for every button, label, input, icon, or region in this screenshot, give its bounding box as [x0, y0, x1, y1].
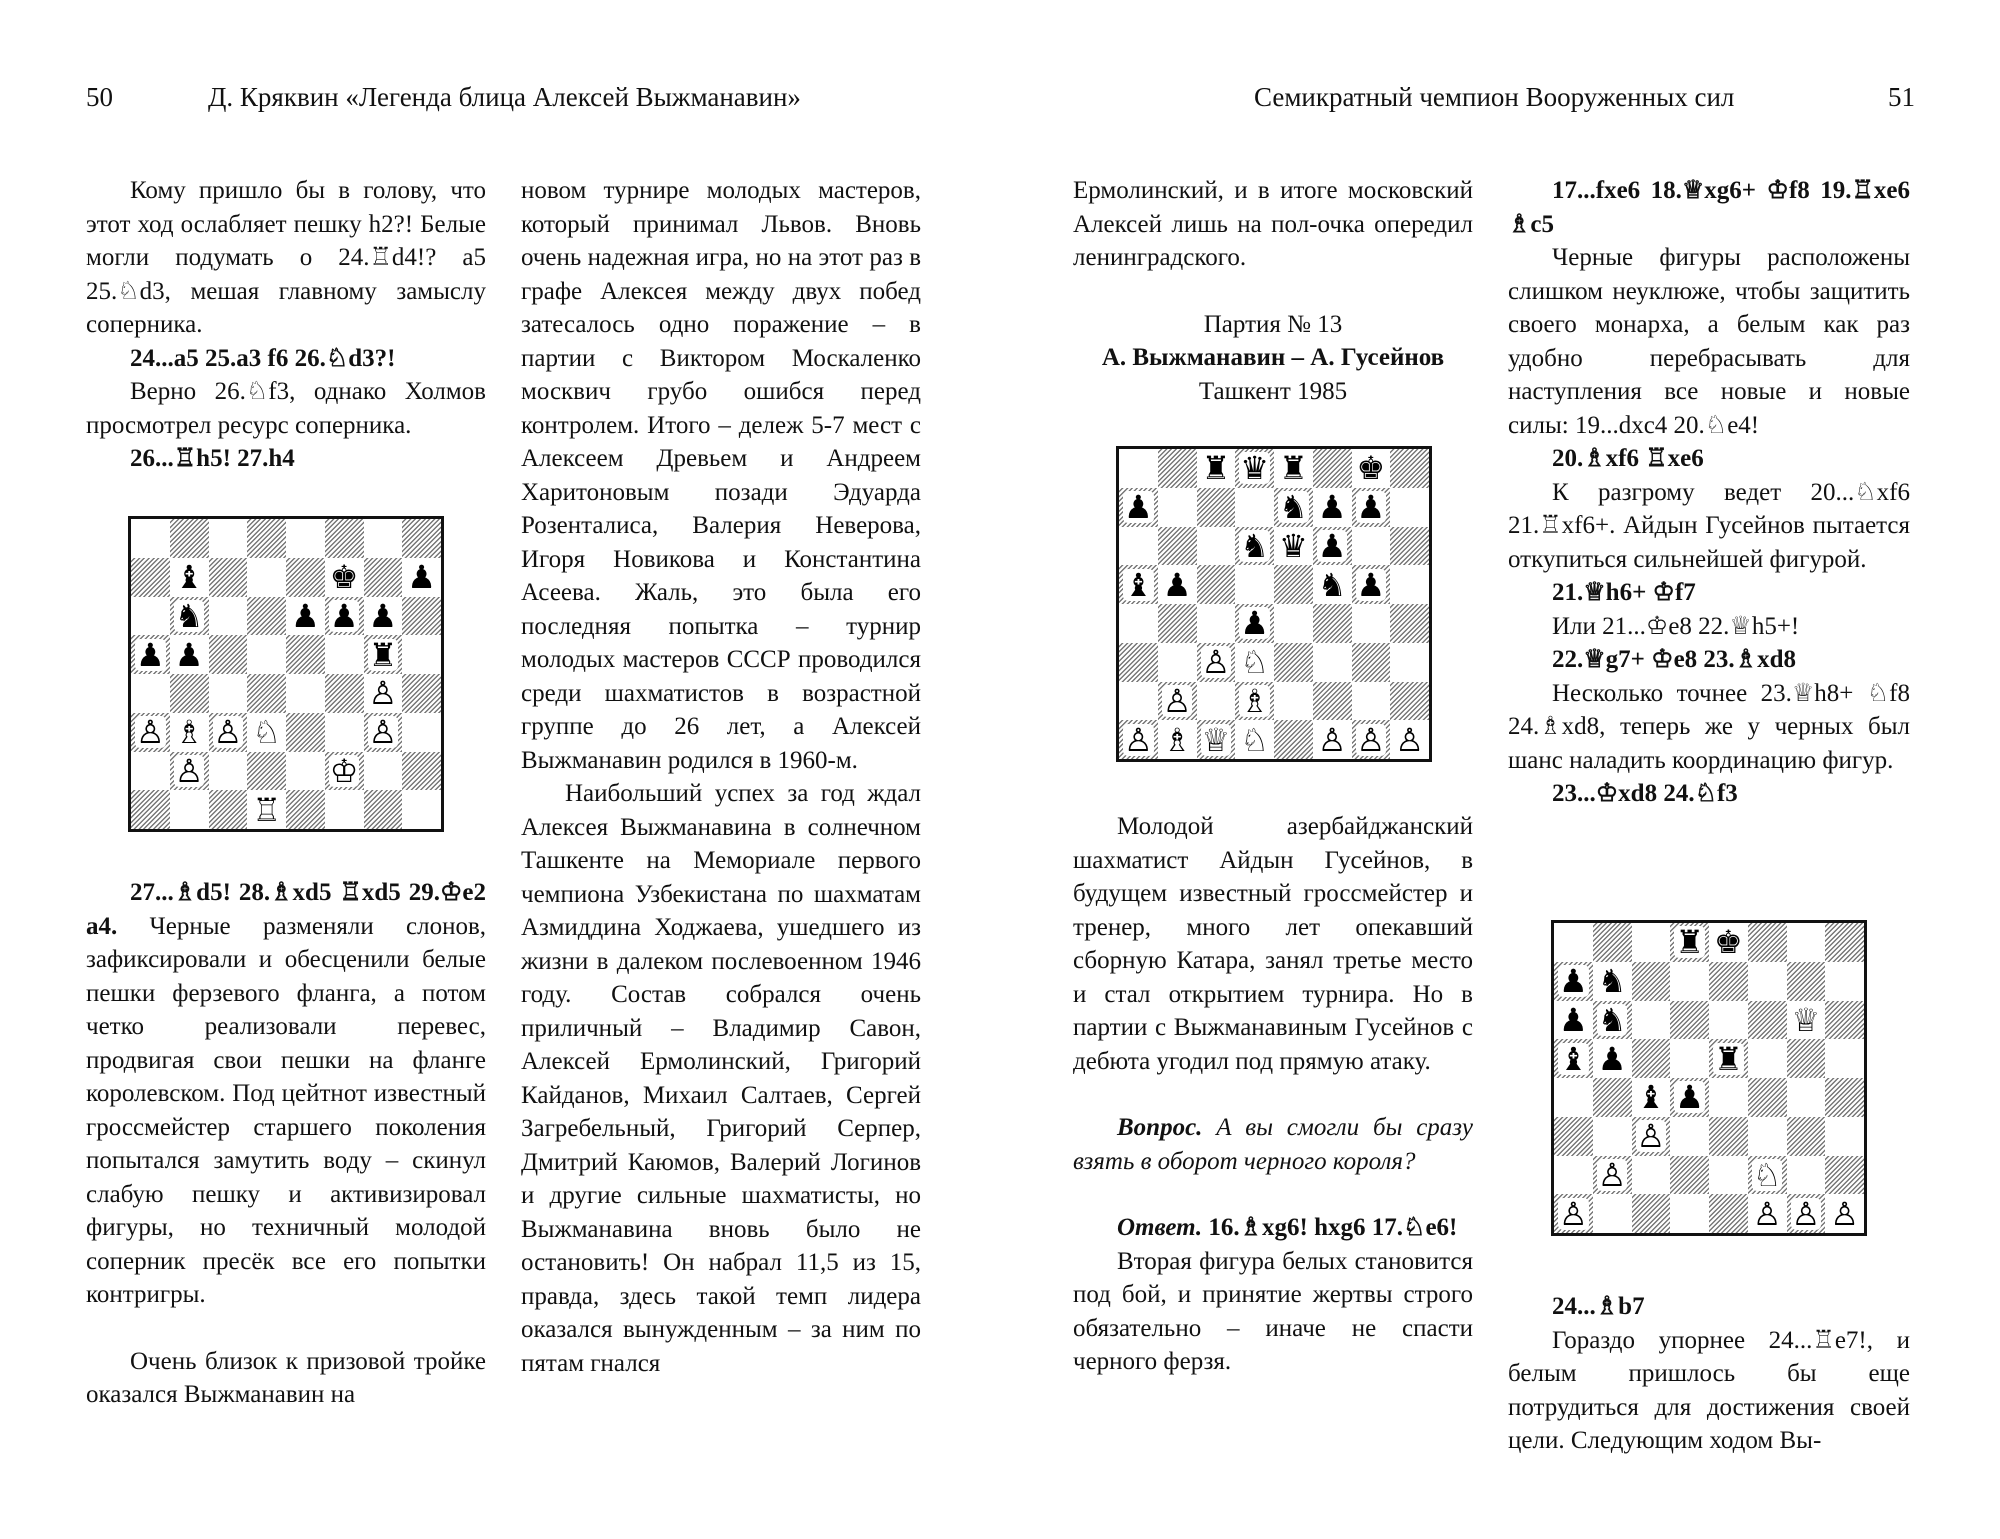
board-square	[1274, 604, 1313, 643]
question: Вопрос. А вы смогли бы сразу взять в оборот черного короля?	[1073, 1114, 1473, 1175]
board-square	[1632, 1156, 1671, 1195]
white-knight-icon: ♘	[1748, 1156, 1787, 1195]
board-square	[1825, 1078, 1864, 1117]
board-square	[1158, 527, 1197, 566]
board-square	[1235, 488, 1274, 527]
white-queen-icon: ♕	[1787, 1001, 1826, 1040]
board-square	[1709, 1001, 1748, 1040]
paragraph: Верно 26.♘f3, однако Холмов просмотрел ресурс соперника.	[86, 378, 486, 439]
white-bishop-icon: ♗	[1235, 682, 1274, 721]
board-square	[402, 597, 441, 636]
column-4	[1508, 174, 1910, 811]
moves: 23...♔xd8 24.♘f3	[1552, 780, 1738, 807]
board-square	[1390, 527, 1429, 566]
black-queen-icon: ♛	[1235, 449, 1274, 488]
board-square	[1787, 923, 1826, 962]
column-4-bottom	[1508, 1290, 1910, 1458]
white-knight-icon: ♘	[1235, 643, 1274, 682]
board-square	[286, 752, 325, 791]
paragraph: Гораздо упорнее 24...♖e7!, и белым пришлось бы еще потрудиться для достижения своей цели. Следующим ходом Вы-	[1508, 1326, 1910, 1454]
board-square	[1825, 923, 1864, 962]
paragraph: Наибольший успех за год ждал Алексея Выжманавина в солнечном Ташкенте на Мемориале первого чемпиона Узбекистана по шахматам Азмиддина Ходжаева, ушедшего из жизни в далеком послевоенном 1946 году. Состав собрался очень приличный – Владимир Савон, Алексей Ермолинский, Григорий Кайданов, Михаил Салтаев, Сергей Загребельный, Григорий Серпер, Дмитрий Каюмов, Валерий Логинов и другие сильные шахматисты, но Выжманавина вновь было не остановить! Он набрал 11,5 из 15, правда, здесь такой темп лидера оказался вынужденным – за ним по пятам гнался	[521, 780, 921, 1377]
white-king-icon: ♔	[325, 752, 364, 791]
board-square	[286, 674, 325, 713]
white-pawn-icon: ♙	[364, 674, 403, 713]
paragraph: Ермолинский, и в итоге московский Алексей лишь на пол-очка опередил ленинградского.	[1073, 177, 1473, 271]
board-square	[286, 635, 325, 674]
white-pawn-icon: ♙	[1825, 1194, 1864, 1233]
board-square	[131, 752, 170, 791]
board-square	[209, 558, 248, 597]
board-square	[1554, 1117, 1593, 1156]
black-king-icon: ♚	[325, 558, 364, 597]
board-square	[1787, 1117, 1826, 1156]
black-bishop-icon: ♝	[170, 558, 209, 597]
white-pawn-icon: ♙	[1197, 643, 1236, 682]
board-square	[1748, 923, 1787, 962]
board-square	[402, 713, 441, 752]
white-pawn-icon: ♙	[1554, 1194, 1593, 1233]
moves: 27...♗d5! 28.♗xd5 ♖xd5 29.♔e2 a4.	[86, 879, 486, 940]
board-square	[247, 635, 286, 674]
board-square	[1313, 643, 1352, 682]
black-pawn-icon: ♟	[1352, 488, 1391, 527]
black-bishop-icon: ♝	[1554, 1039, 1593, 1078]
moves: 24...♗b7	[1552, 1293, 1645, 1320]
game-place: Ташкент 1985	[1198, 377, 1348, 405]
board-square	[209, 635, 248, 674]
board-square	[1197, 682, 1236, 721]
board-square	[1197, 604, 1236, 643]
board-square	[1197, 527, 1236, 566]
board-square	[131, 519, 170, 558]
black-bishop-icon: ♝	[1632, 1078, 1671, 1117]
board-square	[1825, 1001, 1864, 1040]
board-square	[286, 558, 325, 597]
paragraph: Несколько точнее 23.♕h8+ ♘f8 24.♗xd8, теперь же у черных был шанс наладить координацию фигур.	[1508, 679, 1910, 774]
white-pawn-icon: ♙	[170, 752, 209, 791]
board-square	[402, 519, 441, 558]
board-square	[209, 790, 248, 829]
black-rook-icon: ♜	[1670, 923, 1709, 962]
board-square	[1313, 449, 1352, 488]
black-pawn-icon: ♟	[1554, 1001, 1593, 1040]
board-square	[1709, 1078, 1748, 1117]
board-square	[1119, 643, 1158, 682]
white-pawn-icon: ♙	[1313, 720, 1352, 759]
black-knight-icon: ♞	[1593, 1001, 1632, 1040]
white-pawn-icon: ♙	[1390, 720, 1429, 759]
black-knight-icon: ♞	[1593, 962, 1632, 1001]
moves: 21.♕h6+ ♔f7	[1552, 579, 1696, 606]
board-square	[364, 519, 403, 558]
paragraph: Черные фигуры расположены слишком неуклюже, чтобы защитить своего монарха, а белым как раз удобно перебрасывать для наступления все новые и новые силы: 19...dxc4 20.♘e4!	[1508, 244, 1910, 439]
paragraph: Или 21...♔e8 22.♕h5+!	[1552, 612, 1800, 640]
board-square	[364, 790, 403, 829]
board-square	[1593, 923, 1632, 962]
board-square	[1197, 565, 1236, 604]
black-king-icon: ♚	[1352, 449, 1391, 488]
board-square	[1390, 449, 1429, 488]
board-square	[1709, 1117, 1748, 1156]
white-pawn-icon: ♙	[1352, 720, 1391, 759]
board-square	[209, 519, 248, 558]
board-square	[1709, 962, 1748, 1001]
board-square	[1670, 1156, 1709, 1195]
paragraph: Очень близок к призовой тройке оказался Выжманавин на	[86, 1347, 486, 1408]
right-running-title: Семикратный чемпион Вооруженных сил	[1254, 82, 1735, 112]
board-square	[1825, 1117, 1864, 1156]
board-square	[170, 790, 209, 829]
board-square	[1235, 565, 1274, 604]
board-square	[1390, 604, 1429, 643]
board-square	[1593, 1117, 1632, 1156]
black-queen-icon: ♛	[1274, 527, 1313, 566]
black-pawn-icon: ♟	[402, 558, 441, 597]
board-square	[1670, 1039, 1709, 1078]
board-square	[1352, 643, 1391, 682]
paragraph: К разгрому ведет 20...♘xf6 21.♖xf6+. Айдын Гусейнов пытается откупиться сильнейшей фигурой.	[1508, 478, 1910, 573]
board-square	[1119, 682, 1158, 721]
board-square	[1787, 1039, 1826, 1078]
board-square	[1313, 604, 1352, 643]
board-square	[1554, 1078, 1593, 1117]
moves: 22.♕g7+ ♔e8 23.♗xd8	[1552, 646, 1796, 673]
white-pawn-icon: ♙	[1119, 720, 1158, 759]
board-square	[1313, 682, 1352, 721]
black-pawn-icon: ♟	[1593, 1039, 1632, 1078]
board-square	[170, 519, 209, 558]
board-square	[1709, 1156, 1748, 1195]
board-square	[286, 713, 325, 752]
paragraph: Кому пришло бы в голову, что этот ход ослабляет пешку h2?! Белые могли подумать о 24.♖d4!? a5 25.♘d3, мешая главному замыслу соперника.	[86, 177, 486, 338]
black-knight-icon: ♞	[1313, 565, 1352, 604]
column-1-bottom	[86, 876, 486, 1412]
answer	[1073, 1211, 1473, 1245]
chess-diagram-1	[128, 516, 444, 832]
board-square	[1670, 1117, 1709, 1156]
board-square	[1274, 643, 1313, 682]
white-pawn-icon: ♙	[209, 713, 248, 752]
board-square	[1119, 604, 1158, 643]
board-square	[247, 597, 286, 636]
board-square	[209, 597, 248, 636]
board-square	[1787, 1156, 1826, 1195]
white-knight-icon: ♘	[1235, 720, 1274, 759]
board-square	[1390, 643, 1429, 682]
board-square	[1554, 1156, 1593, 1195]
board-square	[364, 558, 403, 597]
white-queen-icon: ♕	[1197, 720, 1236, 759]
board-square	[1158, 604, 1197, 643]
black-pawn-icon: ♟	[1352, 565, 1391, 604]
board-square	[1593, 1078, 1632, 1117]
left-page-number: 50	[86, 82, 113, 112]
board-square	[286, 519, 325, 558]
white-pawn-icon: ♙	[1158, 682, 1197, 721]
white-pawn-icon: ♙	[364, 713, 403, 752]
moves: 16.♗xg6! hxg6 17.♘e6!	[1202, 1214, 1458, 1241]
board-square	[1593, 1194, 1632, 1233]
board-square	[247, 519, 286, 558]
board-square	[1825, 1156, 1864, 1195]
board-square	[1274, 565, 1313, 604]
black-pawn-icon: ♟	[1670, 1078, 1709, 1117]
black-bishop-icon: ♝	[1119, 565, 1158, 604]
board-square	[1274, 720, 1313, 759]
black-pawn-icon: ♟	[131, 635, 170, 674]
board-square	[1825, 1039, 1864, 1078]
board-square	[325, 713, 364, 752]
black-king-icon: ♚	[1709, 923, 1748, 962]
board-square	[325, 519, 364, 558]
board-square	[1632, 1001, 1671, 1040]
board-square	[209, 674, 248, 713]
board-square	[247, 558, 286, 597]
chess-diagram-2	[1116, 446, 1432, 762]
board-square	[1787, 962, 1826, 1001]
black-rook-icon: ♜	[364, 635, 403, 674]
board-square	[1670, 1194, 1709, 1233]
board-square	[1787, 1078, 1826, 1117]
game-players: А. Выжманавин – А. Гусейнов	[1101, 344, 1445, 371]
column-3	[1073, 174, 1473, 408]
white-knight-icon: ♘	[247, 713, 286, 752]
black-pawn-icon: ♟	[1554, 962, 1593, 1001]
black-pawn-icon: ♟	[325, 597, 364, 636]
board-square	[131, 790, 170, 829]
board-square	[247, 674, 286, 713]
white-rook-icon: ♖	[247, 790, 286, 829]
board-square	[1748, 1039, 1787, 1078]
black-pawn-icon: ♟	[1158, 565, 1197, 604]
board-square	[1748, 1078, 1787, 1117]
board-square	[1632, 1039, 1671, 1078]
board-square	[1197, 488, 1236, 527]
board-square	[1352, 604, 1391, 643]
chess-diagram-3	[1551, 920, 1867, 1236]
board-square	[1632, 1194, 1671, 1233]
board-square	[1748, 962, 1787, 1001]
board-square	[1352, 527, 1391, 566]
board-square	[1158, 643, 1197, 682]
black-rook-icon: ♜	[1709, 1039, 1748, 1078]
column-2	[521, 174, 921, 1380]
board-square	[402, 674, 441, 713]
board-square	[1709, 1194, 1748, 1233]
board-square	[1352, 682, 1391, 721]
board-square	[402, 790, 441, 829]
paragraph: новом турнире молодых мастеров, который принимал Львов. Вновь очень надежная игра, но на этот раз в графе Алексея между двух побед затесалось одно поражение – в партии с Виктором Москаленко москвич грубо ошибся перед контролем. Итого – дележ 5-7 мест с Алексеем Древьем и Андреем Харитоновым позади Эдуарда Розенталиса, Валерия Неверова, Игоря Новикова и Константина Асеева. Жаль, это была его последняя попытка – турнир молодых мастеров СССР проводился среди шахматистов в возрастной группе до 26 лет, а Алексей Выжманавин родился в 1960-м.	[521, 177, 921, 774]
board-square	[1158, 488, 1197, 527]
board-square	[402, 635, 441, 674]
board-square	[325, 674, 364, 713]
board-square	[1390, 488, 1429, 527]
board-square	[131, 674, 170, 713]
board-square	[1670, 962, 1709, 1001]
board-square	[1119, 449, 1158, 488]
black-pawn-icon: ♟	[1119, 488, 1158, 527]
board-square	[1748, 1117, 1787, 1156]
white-pawn-icon: ♙	[1748, 1194, 1787, 1233]
column-3-bottom	[1073, 810, 1473, 1379]
board-square	[1632, 962, 1671, 1001]
right-page-number: 51	[1888, 82, 1915, 112]
board-square	[1390, 565, 1429, 604]
board-square	[364, 752, 403, 791]
board-square	[1119, 527, 1158, 566]
board-square	[209, 752, 248, 791]
moves: 24...a5 25.a3 f6 26.♘d3?!	[130, 344, 396, 372]
moves: 20.♗xf6 ♖xe6	[1552, 445, 1704, 472]
black-pawn-icon: ♟	[1313, 527, 1352, 566]
black-rook-icon: ♜	[1274, 449, 1313, 488]
paragraph: Молодой азербайджанский шахматист Айдын Гусейнов, в будущем известный гроссмейстер и тренер, много лет опекавший сборную Катара, занял третье место и стал открытием турнира. Но в партии с Выжманавиным Гусейнов с дебюта угодил под прямую атаку.	[1073, 813, 1473, 1075]
white-bishop-icon: ♗	[1158, 720, 1197, 759]
paragraph: 27...♗d5! 28.♗xd5 ♖xd5 29.♔e2 a4. Черные разменяли слонов, зафиксировали и обесценили белые пешки ферзевого фланга, а потом четко реализовали перевес, продвигая свои пешки на фланге королевском. Под цейтнот известный гроссмейстер старшего поколения попытался замутить воду – скинул слабую пешку и активизировал фигуры, но техничный молодой соперник пресёк все его попытки контригры.	[86, 879, 486, 1308]
question-label: Вопрос.	[1117, 1114, 1203, 1141]
board-square	[286, 790, 325, 829]
white-pawn-icon: ♙	[131, 713, 170, 752]
white-bishop-icon: ♗	[170, 713, 209, 752]
black-knight-icon: ♞	[170, 597, 209, 636]
board-square	[131, 558, 170, 597]
answer-label: Ответ.	[1117, 1214, 1203, 1241]
black-pawn-icon: ♟	[170, 635, 209, 674]
black-pawn-icon: ♟	[1235, 604, 1274, 643]
board-square	[325, 790, 364, 829]
black-pawn-icon: ♟	[286, 597, 325, 636]
board-square	[1632, 923, 1671, 962]
black-pawn-icon: ♟	[1313, 488, 1352, 527]
white-pawn-icon: ♙	[1787, 1194, 1826, 1233]
left-running-title: Д. Кряквин «Легенда блица Алексей Выжманавин»	[208, 82, 801, 112]
board-square	[1670, 1001, 1709, 1040]
board-square	[1825, 962, 1864, 1001]
moves: 17...fxe6 18.♕xg6+ ♔f8 19.♖xe6 ♗c5	[1508, 177, 1910, 238]
board-square	[325, 635, 364, 674]
board-square	[1390, 682, 1429, 721]
moves: 26...♖h5! 27.h4	[130, 445, 295, 472]
black-rook-icon: ♜	[1197, 449, 1236, 488]
board-square	[402, 752, 441, 791]
white-pawn-icon: ♙	[1593, 1156, 1632, 1195]
board-square	[170, 674, 209, 713]
board-square	[1274, 682, 1313, 721]
board-square	[1158, 449, 1197, 488]
board-square	[1748, 1001, 1787, 1040]
board-square	[1554, 923, 1593, 962]
column-1	[86, 174, 486, 476]
game-number: Партия № 13	[1203, 310, 1343, 338]
black-knight-icon: ♞	[1274, 488, 1313, 527]
white-pawn-icon: ♙	[1632, 1117, 1671, 1156]
black-pawn-icon: ♟	[364, 597, 403, 636]
board-square	[131, 597, 170, 636]
paragraph: Вторая фигура белых становится под бой, и принятие жертвы строго обязательно – иначе не спасти черного ферзя.	[1073, 1247, 1473, 1375]
black-knight-icon: ♞	[1235, 527, 1274, 566]
board-square	[247, 752, 286, 791]
